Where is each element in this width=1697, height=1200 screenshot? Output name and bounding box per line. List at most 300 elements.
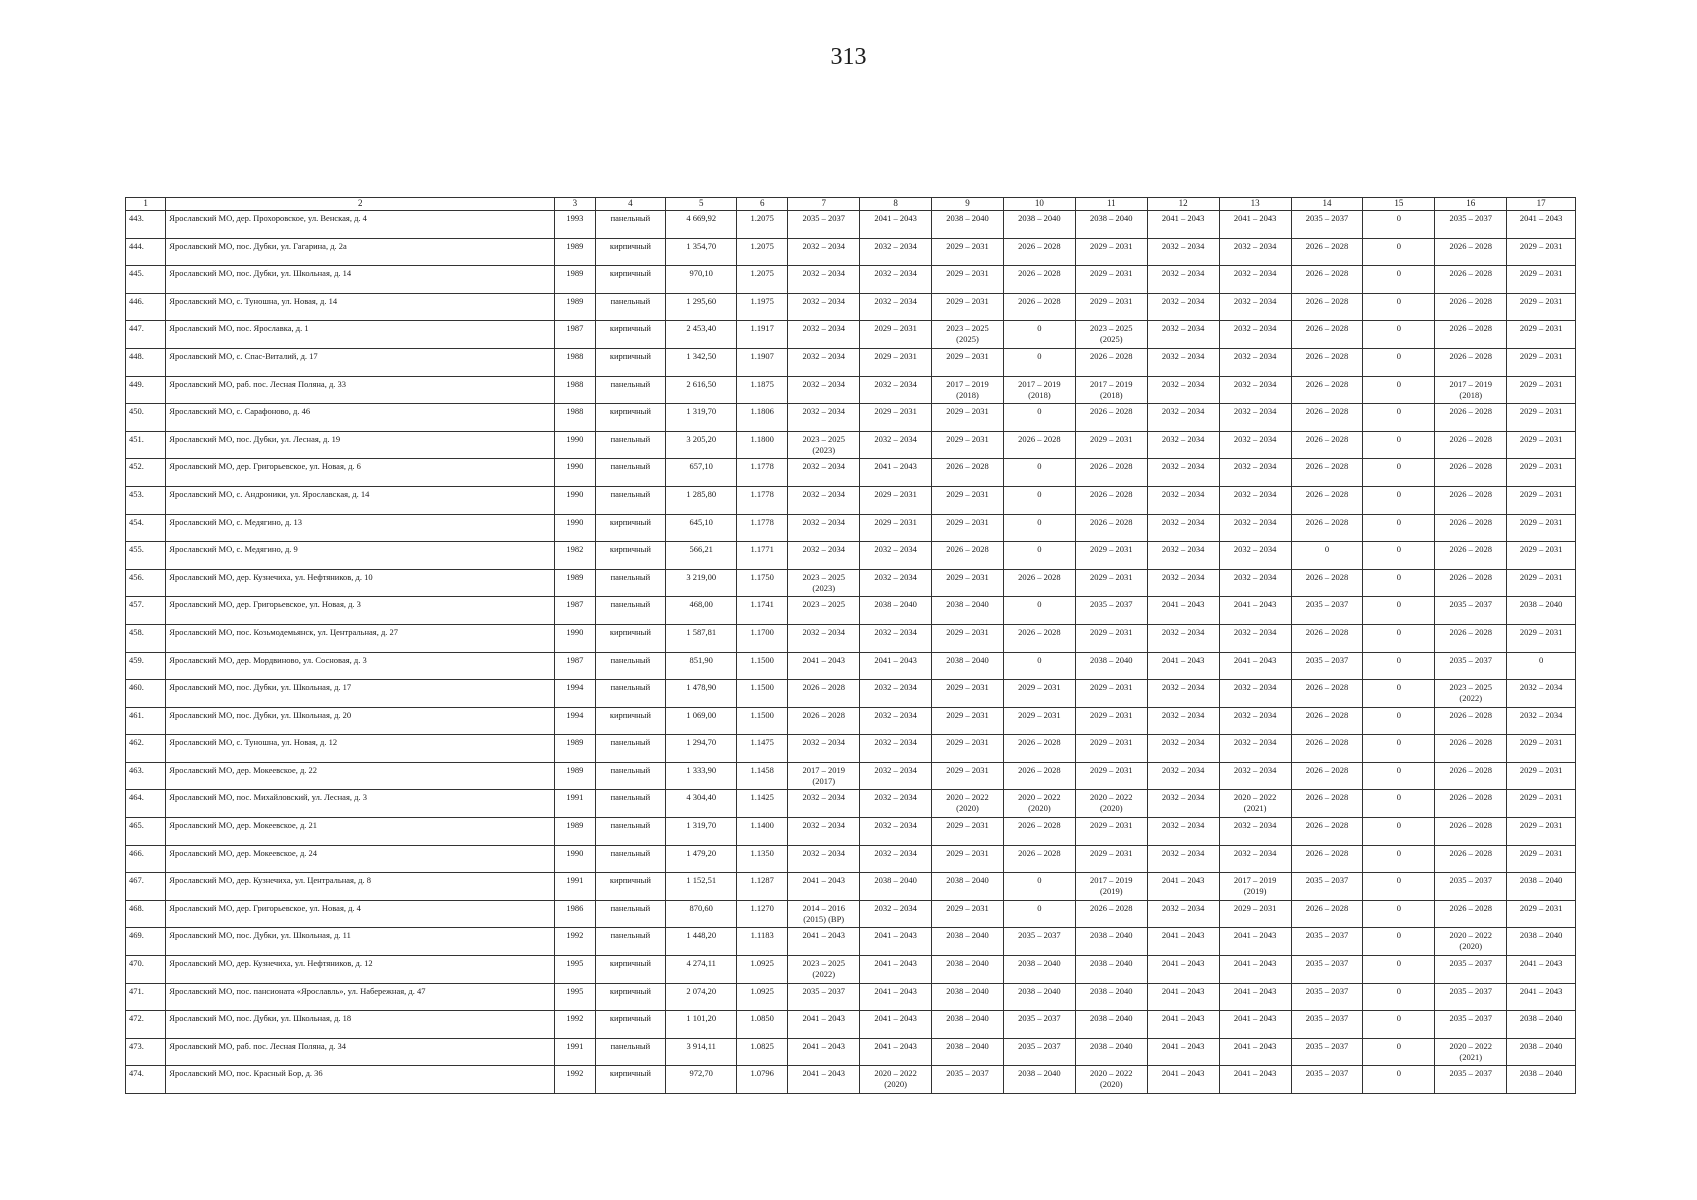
table-cell: 2026 – 2028 (1435, 569, 1507, 597)
table-cell: 1.1741 (737, 597, 788, 625)
table-cell: панельный (595, 459, 666, 487)
table-cell: 2017 – 2019 (2018) (1003, 376, 1075, 404)
table-cell: 2032 – 2034 (1147, 321, 1219, 349)
table-cell: 2029 – 2031 (1075, 680, 1147, 708)
table-cell: 2026 – 2028 (1291, 790, 1363, 818)
table-cell: 1989 (555, 293, 595, 321)
table-cell: 2041 – 2043 (1507, 211, 1576, 239)
table-cell: 2032 – 2034 (1219, 348, 1291, 376)
table-row (126, 542, 1576, 570)
address-cell: Ярославский МО, пос. Дубки, ул. Школьная, д. 18 (166, 1011, 555, 1039)
address-cell: Ярославский МО, дер. Григорьевское, ул. Новая, д. 6 (166, 459, 555, 487)
table-cell: панельный (595, 569, 666, 597)
table-row (126, 1011, 1576, 1039)
table-cell: 2029 – 2031 (932, 762, 1004, 790)
table-cell: 2029 – 2031 (1219, 900, 1291, 928)
table-cell: 2026 – 2028 (1075, 459, 1147, 487)
table-cell: 3 219,00 (666, 569, 737, 597)
row-number-cell: 454. (126, 514, 166, 542)
table-cell: 2023 – 2025 (2022) (788, 956, 860, 984)
table-cell: 1993 (555, 211, 595, 239)
table-cell: панельный (595, 845, 666, 873)
row-number-cell: 458. (126, 624, 166, 652)
table-cell: 2026 – 2028 (1291, 459, 1363, 487)
table-cell: 2029 – 2031 (1507, 569, 1576, 597)
table-cell: 2029 – 2031 (1507, 514, 1576, 542)
table-cell: 1.1425 (737, 790, 788, 818)
table-cell: 2032 – 2034 (1219, 624, 1291, 652)
address-cell: Ярославский МО, пос. Михайловский, ул. Лесная, д. 3 (166, 790, 555, 818)
column-header: 10 (1003, 198, 1075, 211)
table-cell: 2026 – 2028 (1291, 680, 1363, 708)
table-cell: панельный (595, 900, 666, 928)
table-cell: панельный (595, 735, 666, 763)
table-cell: 2032 – 2034 (1147, 376, 1219, 404)
table-cell: 2026 – 2028 (1291, 266, 1363, 294)
address-cell: Ярославский МО, пос. Дубки, ул. Школьная, д. 17 (166, 680, 555, 708)
address-cell: Ярославский МО, дер. Григорьевское, ул. Новая, д. 4 (166, 900, 555, 928)
row-number-cell: 451. (126, 431, 166, 459)
table-cell: 0 (1363, 900, 1435, 928)
column-header: 15 (1363, 198, 1435, 211)
column-header: 17 (1507, 198, 1576, 211)
table-cell: 2029 – 2031 (932, 707, 1004, 735)
table-cell: 0 (1003, 321, 1075, 349)
table-cell: 2026 – 2028 (1435, 514, 1507, 542)
table-cell: 2032 – 2034 (1219, 486, 1291, 514)
column-header: 13 (1219, 198, 1291, 211)
table-cell: 2041 – 2043 (1147, 1066, 1219, 1094)
table-row (126, 348, 1576, 376)
table-cell: 2041 – 2043 (1507, 983, 1576, 1011)
table-cell: 2035 – 2037 (1291, 956, 1363, 984)
table-cell: 2032 – 2034 (860, 680, 932, 708)
table-cell: 2026 – 2028 (1075, 404, 1147, 432)
table-cell: 2029 – 2031 (932, 431, 1004, 459)
table-cell: 2026 – 2028 (1435, 624, 1507, 652)
address-cell: Ярославский МО, с. Туношна, ул. Новая, д. 12 (166, 735, 555, 763)
table-row (126, 404, 1576, 432)
table-cell: кирпичный (595, 873, 666, 901)
row-number-cell: 446. (126, 293, 166, 321)
table-cell: 2038 – 2040 (932, 983, 1004, 1011)
table-cell: 2029 – 2031 (860, 321, 932, 349)
table-cell: 2032 – 2034 (788, 845, 860, 873)
table-cell: 2035 – 2037 (1075, 597, 1147, 625)
table-row (126, 680, 1576, 708)
table-cell: 2041 – 2043 (1147, 597, 1219, 625)
table-row (126, 956, 1576, 984)
table-cell: 0 (1363, 762, 1435, 790)
table-cell: 2032 – 2034 (1507, 680, 1576, 708)
table-cell: 2038 – 2040 (1075, 1011, 1147, 1039)
table-cell: 1.1700 (737, 624, 788, 652)
table-cell: 2038 – 2040 (1507, 928, 1576, 956)
table-cell: 2017 – 2019 (2018) (932, 376, 1004, 404)
table-cell: 1 069,00 (666, 707, 737, 735)
table-cell: 0 (1363, 211, 1435, 239)
address-cell: Ярославский МО, пос. пансионата «Ярославль», ул. Набережная, д. 47 (166, 983, 555, 1011)
table-cell: 2032 – 2034 (1219, 293, 1291, 321)
table-cell: 2041 – 2043 (1219, 983, 1291, 1011)
table-cell: 2026 – 2028 (1435, 266, 1507, 294)
table-cell: 2029 – 2031 (1507, 845, 1576, 873)
table-cell: 1989 (555, 762, 595, 790)
table-cell: 1 354,70 (666, 238, 737, 266)
table-cell: 2026 – 2028 (932, 542, 1004, 570)
table-cell: 0 (1003, 597, 1075, 625)
table-cell: 1.1500 (737, 680, 788, 708)
table-cell: 1 101,20 (666, 1011, 737, 1039)
table-cell: 1995 (555, 983, 595, 1011)
address-cell: Ярославский МО, дер. Кузнечиха, ул. Нефтяников, д. 10 (166, 569, 555, 597)
table-cell: кирпичный (595, 1066, 666, 1094)
table-cell: 2032 – 2034 (1147, 266, 1219, 294)
row-number-cell: 445. (126, 266, 166, 294)
table-cell: 2032 – 2034 (1147, 431, 1219, 459)
table-cell: 0 (1363, 983, 1435, 1011)
table-cell: 2041 – 2043 (1147, 1011, 1219, 1039)
table-cell: 2041 – 2043 (1219, 956, 1291, 984)
row-number-cell: 462. (126, 735, 166, 763)
row-number-cell: 468. (126, 900, 166, 928)
table-cell: 2023 – 2025 (788, 597, 860, 625)
table-cell: 2035 – 2037 (1291, 983, 1363, 1011)
table-cell: 2029 – 2031 (1075, 818, 1147, 846)
table-cell: 2041 – 2043 (860, 1011, 932, 1039)
table-cell: 2041 – 2043 (1219, 928, 1291, 956)
table-cell: 1.1475 (737, 735, 788, 763)
table-cell: 2035 – 2037 (1435, 652, 1507, 680)
table-cell: панельный (595, 431, 666, 459)
table-cell: 2035 – 2037 (1435, 873, 1507, 901)
table-cell: 2038 – 2040 (1075, 1038, 1147, 1066)
column-header: 9 (932, 198, 1004, 211)
column-header: 7 (788, 198, 860, 211)
table-cell: 2032 – 2034 (860, 735, 932, 763)
table-cell: 2026 – 2028 (1435, 238, 1507, 266)
table-cell: 2038 – 2040 (932, 928, 1004, 956)
table-cell: 2023 – 2025 (2025) (932, 321, 1004, 349)
table-cell: 2032 – 2034 (1219, 514, 1291, 542)
address-cell: Ярославский МО, с. Туношна, ул. Новая, д. 14 (166, 293, 555, 321)
table-cell: 2035 – 2037 (1435, 1066, 1507, 1094)
table-cell: 1.1350 (737, 845, 788, 873)
table-cell: 2029 – 2031 (932, 293, 1004, 321)
table-row (126, 707, 1576, 735)
table-cell: 2032 – 2034 (860, 707, 932, 735)
table-cell: 2041 – 2043 (788, 1038, 860, 1066)
table-cell: 2035 – 2037 (1291, 1011, 1363, 1039)
table-cell: 2026 – 2028 (1435, 845, 1507, 873)
table-cell: 0 (1003, 514, 1075, 542)
table-cell: 2041 – 2043 (860, 983, 932, 1011)
table-cell: 2029 – 2031 (932, 266, 1004, 294)
column-header: 11 (1075, 198, 1147, 211)
row-number-cell: 447. (126, 321, 166, 349)
row-number-cell: 470. (126, 956, 166, 984)
table-cell: 0 (1363, 569, 1435, 597)
address-cell: Ярославский МО, с. Андроники, ул. Ярославская, д. 14 (166, 486, 555, 514)
table-cell: 1 294,70 (666, 735, 737, 763)
table-cell: 2032 – 2034 (1147, 818, 1219, 846)
table-row (126, 790, 1576, 818)
table-cell: 2032 – 2034 (1219, 459, 1291, 487)
table-row (126, 873, 1576, 901)
table-cell: 0 (1363, 1011, 1435, 1039)
table-cell: 2041 – 2043 (1219, 1011, 1291, 1039)
table-cell: кирпичный (595, 624, 666, 652)
table-cell: 2038 – 2040 (860, 597, 932, 625)
table-cell: 0 (1363, 707, 1435, 735)
table-cell: панельный (595, 1038, 666, 1066)
table-cell: 2041 – 2043 (788, 928, 860, 956)
table-cell: 2 616,50 (666, 376, 737, 404)
table-cell: 2029 – 2031 (1507, 459, 1576, 487)
table-cell: кирпичный (595, 348, 666, 376)
table-cell: 2032 – 2034 (788, 486, 860, 514)
table-cell: 0 (1363, 238, 1435, 266)
table-cell: 2032 – 2034 (1219, 266, 1291, 294)
table-cell: 2032 – 2034 (860, 431, 932, 459)
table-cell: 2032 – 2034 (1147, 680, 1219, 708)
table-cell: 2038 – 2040 (932, 597, 1004, 625)
table-row (126, 514, 1576, 542)
table-row (126, 983, 1576, 1011)
table-cell: 0 (1363, 624, 1435, 652)
table-cell: 2029 – 2031 (1075, 542, 1147, 570)
table-cell: 2032 – 2034 (1219, 542, 1291, 570)
table-cell: 2026 – 2028 (1435, 762, 1507, 790)
table-cell: 1.0825 (737, 1038, 788, 1066)
table-cell: 2026 – 2028 (1075, 900, 1147, 928)
table-cell: 2029 – 2031 (1507, 376, 1576, 404)
table-cell: 2032 – 2034 (860, 569, 932, 597)
table-cell: 2032 – 2034 (1147, 569, 1219, 597)
row-number-cell: 471. (126, 983, 166, 1011)
address-cell: Ярославский МО, дер. Мордвиново, ул. Сосновая, д. 3 (166, 652, 555, 680)
table-cell: кирпичный (595, 266, 666, 294)
table-cell: 0 (1003, 542, 1075, 570)
table-cell: кирпичный (595, 238, 666, 266)
table-cell: 1 479,20 (666, 845, 737, 873)
table-cell: 2026 – 2028 (1435, 790, 1507, 818)
table-cell: 2026 – 2028 (1291, 818, 1363, 846)
table-cell: 2026 – 2028 (1003, 238, 1075, 266)
table-cell: 2029 – 2031 (1507, 624, 1576, 652)
table-cell: 0 (1003, 652, 1075, 680)
table-cell: 2029 – 2031 (932, 238, 1004, 266)
table-cell: 2026 – 2028 (1435, 900, 1507, 928)
table-cell: 1.1500 (737, 652, 788, 680)
column-header: 5 (666, 198, 737, 211)
table-cell: 2041 – 2043 (788, 873, 860, 901)
table-cell: 1 342,50 (666, 348, 737, 376)
table-cell: 0 (1363, 514, 1435, 542)
table-cell: панельный (595, 211, 666, 239)
table-row (126, 266, 1576, 294)
table-cell: 0 (1363, 680, 1435, 708)
table-cell: 2032 – 2034 (1219, 680, 1291, 708)
table-cell: 0 (1363, 542, 1435, 570)
row-number-cell: 453. (126, 486, 166, 514)
table-cell: 1.0925 (737, 983, 788, 1011)
table-cell: 0 (1363, 321, 1435, 349)
table-cell: 2026 – 2028 (1291, 707, 1363, 735)
table-cell: 2020 – 2022 (2020) (1435, 928, 1507, 956)
table-cell: 1.1806 (737, 404, 788, 432)
table-cell: 1.1778 (737, 459, 788, 487)
row-number-cell: 460. (126, 680, 166, 708)
row-number-cell: 463. (126, 762, 166, 790)
table-cell: 1990 (555, 845, 595, 873)
table-cell: кирпичный (595, 514, 666, 542)
table-cell: 2029 – 2031 (932, 900, 1004, 928)
row-number-cell: 467. (126, 873, 166, 901)
table-cell: 1988 (555, 348, 595, 376)
table-cell: 2032 – 2034 (788, 321, 860, 349)
table-cell: 2029 – 2031 (932, 624, 1004, 652)
table-cell: 2026 – 2028 (1075, 348, 1147, 376)
table-cell: 2038 – 2040 (932, 211, 1004, 239)
table-cell: 2032 – 2034 (860, 266, 932, 294)
table-cell: 0 (1363, 459, 1435, 487)
table-cell: 2032 – 2034 (860, 900, 932, 928)
table-cell: 2032 – 2034 (1219, 431, 1291, 459)
table-cell: 2032 – 2034 (788, 818, 860, 846)
table-cell: 0 (1363, 486, 1435, 514)
table-cell: 2032 – 2034 (788, 293, 860, 321)
table-cell: 1.1778 (737, 486, 788, 514)
table-cell: 2029 – 2031 (1507, 238, 1576, 266)
table-cell: 2029 – 2031 (1003, 707, 1075, 735)
table-cell: 2038 – 2040 (1507, 1011, 1576, 1039)
table-cell: 970,10 (666, 266, 737, 294)
table-cell: 1.1875 (737, 376, 788, 404)
address-cell: Ярославский МО, дер. Прохоровское, ул. Венская, д. 4 (166, 211, 555, 239)
table-cell: 2032 – 2034 (1147, 542, 1219, 570)
table-cell: 2026 – 2028 (1003, 431, 1075, 459)
table-cell: 2029 – 2031 (932, 404, 1004, 432)
table-cell: 1 333,90 (666, 762, 737, 790)
table-cell: 2041 – 2043 (860, 211, 932, 239)
table-cell: 2029 – 2031 (1075, 845, 1147, 873)
table-cell: 0 (1363, 431, 1435, 459)
table-cell: 2026 – 2028 (1291, 569, 1363, 597)
address-cell: Ярославский МО, дер. Мокеевское, д. 21 (166, 818, 555, 846)
table-cell: панельный (595, 376, 666, 404)
table-cell: 1 319,70 (666, 818, 737, 846)
table-cell: 2041 – 2043 (860, 652, 932, 680)
table-cell: 1986 (555, 900, 595, 928)
table-cell: 0 (1363, 293, 1435, 321)
table-cell: панельный (595, 818, 666, 846)
table-cell: 0 (1363, 1066, 1435, 1094)
row-number-cell: 473. (126, 1038, 166, 1066)
table-cell: 566,21 (666, 542, 737, 570)
column-header: 1 (126, 198, 166, 211)
row-number-cell: 461. (126, 707, 166, 735)
table-cell: 1.2075 (737, 266, 788, 294)
table-cell: 2032 – 2034 (1147, 348, 1219, 376)
table-cell: 1.1400 (737, 818, 788, 846)
table-cell: 2029 – 2031 (1075, 735, 1147, 763)
address-cell: Ярославский МО, пос. Козьмодемьянск, ул. Центральная, д. 27 (166, 624, 555, 652)
table-cell: 2035 – 2037 (1435, 983, 1507, 1011)
table-cell: 2032 – 2034 (788, 238, 860, 266)
table-cell: 0 (1363, 652, 1435, 680)
table-cell: 2029 – 2031 (1507, 542, 1576, 570)
table-row (126, 735, 1576, 763)
address-cell: Ярославский МО, пос. Ярославка, д. 1 (166, 321, 555, 349)
table-cell: 2029 – 2031 (1507, 735, 1576, 763)
table-cell: 3 914,11 (666, 1038, 737, 1066)
table-cell: 2038 – 2040 (1003, 211, 1075, 239)
table-cell: 2026 – 2028 (1003, 845, 1075, 873)
table-cell: 2032 – 2034 (1147, 707, 1219, 735)
table-cell: 1989 (555, 266, 595, 294)
table-cell: 2017 – 2019 (2018) (1435, 376, 1507, 404)
table-cell: 2032 – 2034 (788, 542, 860, 570)
table-cell: 2026 – 2028 (788, 680, 860, 708)
row-number-cell: 469. (126, 928, 166, 956)
table-cell: 2023 – 2025 (2025) (1075, 321, 1147, 349)
table-cell: 2029 – 2031 (1003, 680, 1075, 708)
table-cell: 1 152,51 (666, 873, 737, 901)
table-cell: 2032 – 2034 (788, 459, 860, 487)
row-number-cell: 452. (126, 459, 166, 487)
table-cell: 2026 – 2028 (1435, 707, 1507, 735)
column-header: 16 (1435, 198, 1507, 211)
table-cell: 2029 – 2031 (1507, 900, 1576, 928)
table-cell: 851,90 (666, 652, 737, 680)
table-cell: 2038 – 2040 (1075, 928, 1147, 956)
table-cell: кирпичный (595, 404, 666, 432)
table-cell: 2035 – 2037 (1003, 1038, 1075, 1066)
table-cell: 1994 (555, 680, 595, 708)
table-cell: 0 (1363, 376, 1435, 404)
address-cell: Ярославский МО, дер. Мокеевское, д. 22 (166, 762, 555, 790)
table-cell: 2026 – 2028 (1075, 514, 1147, 542)
table-cell: 2029 – 2031 (1507, 431, 1576, 459)
row-number-cell: 466. (126, 845, 166, 873)
table-cell: 2032 – 2034 (1147, 404, 1219, 432)
table-cell: 2029 – 2031 (1507, 293, 1576, 321)
table-row (126, 569, 1576, 597)
table-cell: 2038 – 2040 (1507, 873, 1576, 901)
table-cell: 2041 – 2043 (1219, 1038, 1291, 1066)
table-cell: 2020 – 2022 (2021) (1435, 1038, 1507, 1066)
table-cell: 2029 – 2031 (932, 680, 1004, 708)
table-cell: 2041 – 2043 (1219, 1066, 1291, 1094)
table-cell: 2026 – 2028 (1003, 266, 1075, 294)
table-cell: 0 (1363, 928, 1435, 956)
table-cell: 2038 – 2040 (1507, 597, 1576, 625)
table-cell: 2 453,40 (666, 321, 737, 349)
table-cell: 1.1771 (737, 542, 788, 570)
row-number-cell: 459. (126, 652, 166, 680)
table-cell: 2026 – 2028 (1075, 486, 1147, 514)
table-cell: 2035 – 2037 (1291, 597, 1363, 625)
table-cell: 2017 – 2019 (2019) (1219, 873, 1291, 901)
table-cell: 2032 – 2034 (860, 238, 932, 266)
table-cell: 1989 (555, 238, 595, 266)
table-cell: 2020 – 2022 (2020) (1075, 1066, 1147, 1094)
table-cell: 2032 – 2034 (1219, 404, 1291, 432)
table-cell: 2035 – 2037 (1435, 956, 1507, 984)
table-cell: 0 (1363, 818, 1435, 846)
table-cell: 2017 – 2019 (2017) (788, 762, 860, 790)
